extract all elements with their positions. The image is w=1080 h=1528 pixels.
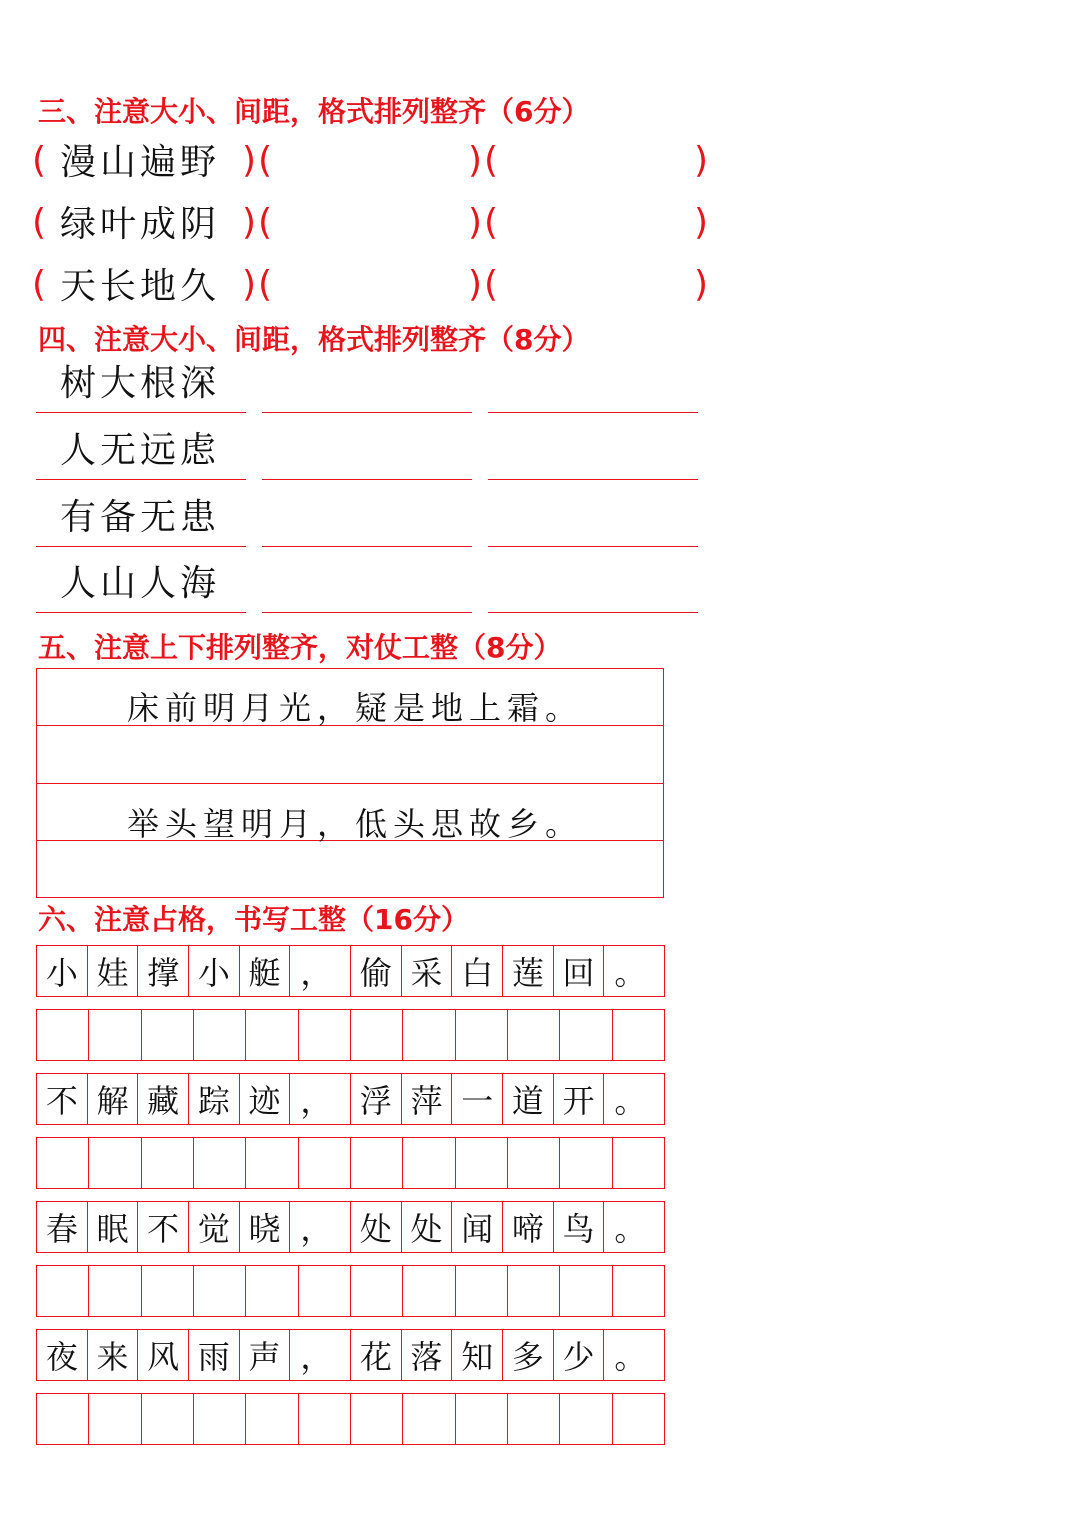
- grid-cell[interactable]: [37, 1394, 89, 1444]
- grid-cell[interactable]: [194, 1138, 246, 1188]
- s3-r1-c0: ( 绿叶成阴 ): [38, 198, 250, 252]
- grid-cell: ，: [290, 1330, 351, 1380]
- s4-r2-c2[interactable]: [488, 486, 698, 547]
- grid-cell: 道: [503, 1074, 554, 1124]
- grid-cell[interactable]: [508, 1266, 560, 1316]
- grid-cell: 多: [503, 1330, 554, 1380]
- row-divider: [37, 783, 663, 784]
- grid-cell[interactable]: [456, 1394, 508, 1444]
- grid-cell[interactable]: [613, 1266, 664, 1316]
- s4-r1-c2[interactable]: [488, 419, 698, 480]
- s4-r2-c0: 有备无患: [36, 486, 246, 547]
- grid-cell: 鸟: [554, 1202, 605, 1252]
- grid-cell[interactable]: [351, 1138, 403, 1188]
- grid-cell: 浮: [351, 1074, 402, 1124]
- grid-row-6[interactable]: [36, 1265, 665, 1317]
- grid-cell: 眠: [88, 1202, 139, 1252]
- grid-cell: 。: [614, 1210, 647, 1248]
- grid-cell[interactable]: [351, 1266, 403, 1316]
- grid-cell[interactable]: [403, 1138, 455, 1188]
- grid-cell[interactable]: [508, 1138, 560, 1188]
- grid-cell: 雨: [189, 1330, 240, 1380]
- grid-cell[interactable]: [456, 1010, 508, 1060]
- s4-r2-c1[interactable]: [262, 486, 472, 547]
- s3-r0-c2[interactable]: ( ): [484, 140, 708, 181]
- s3-r2-c0-text: 天长地久: [60, 266, 221, 307]
- grid-cell[interactable]: [37, 1266, 89, 1316]
- grid-row-3: [36, 1073, 665, 1125]
- grid-cell: 处: [402, 1202, 453, 1252]
- grid-cell[interactable]: [299, 1266, 351, 1316]
- grid-cell[interactable]: [613, 1394, 664, 1444]
- grid-row-8[interactable]: [36, 1393, 665, 1445]
- grid-cell: ，: [290, 1074, 351, 1124]
- grid-cell: 。: [614, 1338, 647, 1376]
- section5-heading: 五、注意上下排列整齐，对仗工整（8分）: [38, 631, 562, 664]
- s4-r3-c2[interactable]: [488, 552, 698, 613]
- grid-cell[interactable]: [89, 1266, 141, 1316]
- grid-cell[interactable]: [456, 1138, 508, 1188]
- grid-cell: 艇: [240, 946, 291, 996]
- grid-row-5: [36, 1201, 665, 1253]
- section4-heading: 四、注意大小、间距，格式排列整齐（8分）: [38, 323, 590, 356]
- grid-cell: 少: [554, 1330, 605, 1380]
- poem-writing-box: [36, 668, 664, 898]
- grid-cell: 来: [88, 1330, 139, 1380]
- grid-cell: 藏: [138, 1074, 189, 1124]
- s3-r1-c0-text: 绿叶成阴: [60, 204, 221, 245]
- grid-cell[interactable]: [37, 1010, 89, 1060]
- grid-cell[interactable]: [246, 1266, 298, 1316]
- grid-cell: 开: [554, 1074, 605, 1124]
- grid-row-1: [36, 945, 665, 997]
- grid-cell: 小: [189, 946, 240, 996]
- grid-cell: 偷: [351, 946, 402, 996]
- s4-r1-c0: 人无远虑: [36, 419, 246, 480]
- grid-cell[interactable]: [89, 1010, 141, 1060]
- grid-cell[interactable]: [246, 1010, 298, 1060]
- grid-cell[interactable]: [299, 1394, 351, 1444]
- grid-cell[interactable]: [299, 1010, 351, 1060]
- s4-r0-c1[interactable]: [262, 352, 472, 413]
- s4-r0-c0: 树大根深: [36, 352, 246, 413]
- grid-cell[interactable]: [560, 1138, 612, 1188]
- verse-line-1: 床前明月光，疑是地上霜。: [127, 689, 584, 727]
- grid-cell[interactable]: [194, 1266, 246, 1316]
- grid-cell[interactable]: [246, 1138, 298, 1188]
- s3-r2-c2[interactable]: ( ): [484, 264, 708, 305]
- grid-cell: 萍: [402, 1074, 453, 1124]
- grid-cell: 夜: [37, 1330, 88, 1380]
- grid-cell: 。: [614, 954, 647, 992]
- grid-cell: 解: [88, 1074, 139, 1124]
- grid-cell[interactable]: [37, 1138, 89, 1188]
- s4-r1-c1[interactable]: [262, 419, 472, 480]
- grid-cell[interactable]: [142, 1138, 194, 1188]
- grid-cell[interactable]: [508, 1394, 560, 1444]
- grid-cell[interactable]: [89, 1138, 141, 1188]
- s3-r2-c1[interactable]: ( ): [258, 264, 482, 305]
- grid-cell: 莲: [503, 946, 554, 996]
- grid-cell[interactable]: [613, 1010, 664, 1060]
- s4-r0-c2[interactable]: [488, 352, 698, 413]
- s3-r0-c1[interactable]: ( ): [258, 140, 482, 181]
- grid-cell: 娃: [88, 946, 139, 996]
- grid-cell: 花: [351, 1330, 402, 1380]
- section3-heading: 三、注意大小、间距，格式排列整齐（6分）: [38, 95, 590, 128]
- grid-cell: 觉: [189, 1202, 240, 1252]
- grid-cell: ，: [290, 1202, 351, 1252]
- grid-cell: 。: [614, 1082, 647, 1120]
- grid-cell[interactable]: [456, 1266, 508, 1316]
- grid-cell[interactable]: [560, 1266, 612, 1316]
- grid-cell[interactable]: [508, 1010, 560, 1060]
- grid-cell[interactable]: [351, 1010, 403, 1060]
- grid-cell: 晓: [240, 1202, 291, 1252]
- grid-cell: 回: [554, 946, 605, 996]
- s3-r0-c0: ( 漫山遍野 ): [38, 136, 250, 190]
- grid-cell: 白: [452, 946, 503, 996]
- s3-r1-c2[interactable]: ( ): [484, 202, 708, 243]
- grid-cell: 声: [240, 1330, 291, 1380]
- grid-cell[interactable]: [142, 1010, 194, 1060]
- grid-cell[interactable]: [194, 1394, 246, 1444]
- grid-cell[interactable]: [351, 1394, 403, 1444]
- section6-heading: 六、注意占格，书写工整（16分）: [38, 903, 469, 936]
- grid-cell: 春: [37, 1202, 88, 1252]
- grid-cell[interactable]: [194, 1010, 246, 1060]
- s4-r3-c1[interactable]: [262, 552, 472, 613]
- grid-cell: 知: [452, 1330, 503, 1380]
- grid-cell: 撑: [138, 946, 189, 996]
- grid-cell[interactable]: [560, 1010, 612, 1060]
- grid-cell[interactable]: [299, 1138, 351, 1188]
- s3-r2-c0: ( 天长地久 ): [38, 260, 250, 314]
- grid-cell: 风: [138, 1330, 189, 1380]
- grid-cell[interactable]: [89, 1394, 141, 1444]
- grid-cell: 一: [452, 1074, 503, 1124]
- grid-cell: 落: [402, 1330, 453, 1380]
- grid-cell: 踪: [189, 1074, 240, 1124]
- verse-line-3: 举头望明月，低头思故乡。: [127, 805, 584, 843]
- grid-cell[interactable]: [403, 1394, 455, 1444]
- grid-cell: 处: [351, 1202, 402, 1252]
- grid-cell[interactable]: [246, 1394, 298, 1444]
- s4-r3-c0: 人山人海: [36, 552, 246, 613]
- s3-r0-c0-text: 漫山遍野: [60, 142, 221, 183]
- grid-row-7: [36, 1329, 665, 1381]
- grid-cell: 迹: [240, 1074, 291, 1124]
- grid-cell: 不: [138, 1202, 189, 1252]
- grid-cell: 不: [37, 1074, 88, 1124]
- grid-cell[interactable]: [142, 1266, 194, 1316]
- grid-row-4[interactable]: [36, 1137, 665, 1189]
- s3-r1-c1[interactable]: ( ): [258, 202, 482, 243]
- grid-cell[interactable]: [142, 1394, 194, 1444]
- grid-cell: 采: [402, 946, 453, 996]
- grid-cell: ，: [290, 946, 351, 996]
- grid-cell[interactable]: [403, 1266, 455, 1316]
- grid-cell[interactable]: [613, 1138, 664, 1188]
- grid-cell: 啼: [503, 1202, 554, 1252]
- grid-cell: 小: [37, 946, 88, 996]
- grid-cell[interactable]: [560, 1394, 612, 1444]
- grid-cell[interactable]: [403, 1010, 455, 1060]
- grid-cell: 闻: [452, 1202, 503, 1252]
- grid-row-2[interactable]: [36, 1009, 665, 1061]
